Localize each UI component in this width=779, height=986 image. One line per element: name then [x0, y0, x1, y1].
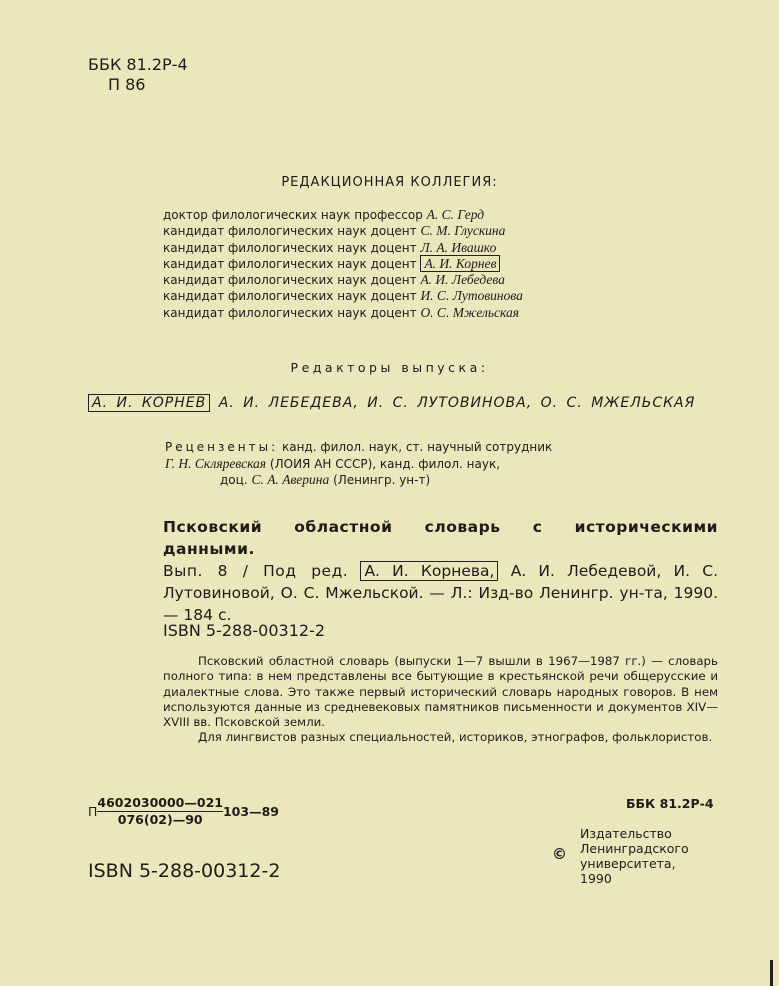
board-member [163, 223, 523, 239]
reviewer-line: (ЛОИЯ АН СССР), канд. филол. наук, [269, 456, 501, 471]
author-mark: П 86 [108, 75, 146, 94]
member-role: кандидат филологических наук доцент [163, 224, 417, 239]
member-name: А. И. Лебедева [420, 272, 505, 288]
publisher-line: университета, [580, 856, 676, 871]
index-letter: П [88, 804, 98, 819]
member-name: С. М. Глускина [420, 223, 506, 239]
bbk-code: ББК 81.2Р-4 [88, 55, 188, 74]
reviewer-name: Г. Н. Скляревская [165, 455, 267, 471]
abstract [163, 654, 718, 746]
editorial-board-title: РЕДАКЦИОННАЯ КОЛЛЕГИЯ: [281, 175, 498, 190]
abstract-text: Псковский областной словарь (выпуски 1—7 вышли в 1967—1987 гг.) — словарь полного типа: в нем представлены все бытующие в крестьянской речи общерусские и диалектные слова. Это также первый исторический словарь народных говоров. В нем используются данные из средневековых памятников письменности и документов XIV—XVIII вв. Псковской земли. [163, 654, 718, 730]
bbk-code-bottom: ББК 81.2Р-4 [626, 796, 714, 811]
editors-rest: А. И. ЛЕБЕДЕВА, И. С. ЛУТОВИНОВА, О. С. МЖЕЛЬСКАЯ [218, 395, 696, 411]
member-role: кандидат филологических наук доцент [163, 273, 417, 288]
member-name: И. С. Лутовинова [420, 288, 523, 304]
reviewers [165, 440, 552, 489]
isbn: ISBN 5-288-00312-2 [163, 621, 326, 640]
scan-mark [770, 960, 773, 986]
publisher-line: Ленинградского [580, 841, 689, 856]
publication-index [88, 795, 279, 828]
citation-title: Псковский областной словарь с историческими данными. [163, 518, 718, 558]
reviewer-name: С. А. Аверина [251, 472, 330, 487]
bibliographic-citation [163, 516, 718, 626]
board-member [163, 256, 523, 272]
index-numerator: 4602030000—021 [97, 795, 223, 810]
board-member [163, 207, 523, 223]
editor-boxed-name: А. И. КОРНЕВ [88, 394, 210, 412]
member-name: А. С. Герд [426, 207, 485, 222]
audience-text: Для лингвистов разных специальностей, историков, этнографов, фольклористов. [198, 730, 713, 745]
member-name: О. С. Мжельская [420, 304, 519, 320]
member-role: кандидат филологических наук доцент [163, 256, 417, 271]
board-member [163, 288, 523, 304]
citation-boxed-editor: А. И. Корнева, [360, 561, 498, 581]
editorial-board-list [163, 207, 523, 321]
member-role: кандидат филологических наук доцент [163, 289, 417, 304]
member-name: Л. А. Ивашко [420, 239, 497, 255]
member-role: кандидат филологических наук доцент [163, 305, 417, 320]
issue-editors [88, 395, 695, 411]
publisher-block [580, 826, 689, 886]
publisher-line: Издательство [580, 826, 672, 841]
publisher-line: 1990 [580, 871, 612, 886]
member-role: кандидат филологических наук доцент [163, 240, 417, 255]
index-denominator: 076(02)—90 [117, 812, 203, 827]
copyright-icon: © [552, 845, 567, 863]
reviewer-line: канд. филол. наук, ст. научный сотрудник [281, 440, 553, 454]
reviewer-line: доц. [220, 473, 248, 487]
board-member [163, 272, 523, 288]
isbn-bottom: ISBN 5-288-00312-2 [88, 860, 281, 882]
board-member [163, 305, 523, 321]
citation-rest: А. И. Лебедевой, И. С. Лутовиновой, О. С. Мжельской. — Л.: Изд-во Ленингр. ун-та, 1990. — 184 с. [163, 562, 718, 624]
citation-issue: Вып. 8 / Под ред. [163, 562, 349, 580]
board-member [163, 240, 523, 256]
bbk-classification [88, 55, 188, 95]
reviewers-label: Рецензенты: [165, 440, 279, 454]
issue-editors-heading: Редакторы выпуска: [290, 360, 489, 375]
member-role: доктор филологических наук профессор [163, 208, 423, 222]
index-suffix: 103—89 [222, 804, 279, 819]
reviewer-line: (Ленингр. ун-т) [333, 473, 431, 487]
member-name: А. И. Корнев [420, 255, 500, 272]
